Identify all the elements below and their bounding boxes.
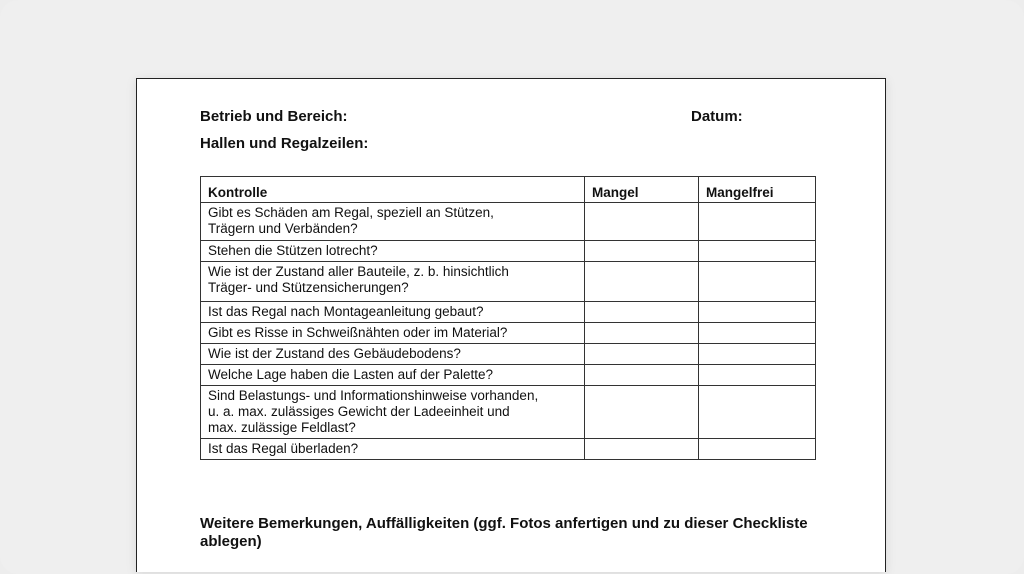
mangelfrei-cell[interactable]: [699, 344, 816, 365]
column-header-mangel: Mangel: [585, 177, 699, 203]
mangel-cell[interactable]: [585, 365, 699, 386]
table-header-row: [201, 177, 816, 203]
datum-label: Datum:: [691, 108, 743, 125]
remarks-label: Weitere Bemerkungen, Auffälligkeiten (ggf. Fotos anfertigen und zu dieser Checkliste ablegen): [200, 515, 808, 550]
mangel-cell[interactable]: [585, 203, 699, 241]
mangel-cell[interactable]: [585, 386, 699, 439]
table-row: [201, 302, 816, 323]
mangel-cell[interactable]: [585, 439, 699, 460]
checklist-document: [136, 78, 886, 572]
question-cell: Welche Lage haben die Lasten auf der Palette?: [201, 365, 585, 386]
question-cell: Sind Belastungs- und Informationshinweise vorhanden, u. a. max. zulässiges Gewicht der Ladeeinheit und max. zulässige Feldlast?: [201, 386, 585, 439]
question-cell: Ist das Regal überladen?: [201, 439, 585, 460]
mangel-cell[interactable]: [585, 302, 699, 323]
table-row: [201, 323, 816, 344]
mangel-cell[interactable]: [585, 241, 699, 262]
mangelfrei-cell[interactable]: [699, 365, 816, 386]
question-cell: Wie ist der Zustand des Gebäudebodens?: [201, 344, 585, 365]
mangelfrei-cell[interactable]: [699, 439, 816, 460]
table-row: [201, 386, 816, 439]
table-row: [201, 262, 816, 302]
table-row: [201, 439, 816, 460]
column-header-kontrolle: Kontrolle: [201, 177, 585, 203]
column-header-mangelfrei: Mangelfrei: [699, 177, 816, 203]
mangelfrei-cell[interactable]: [699, 386, 816, 439]
question-cell: Gibt es Risse in Schweißnähten oder im Material?: [201, 323, 585, 344]
mangelfrei-cell[interactable]: [699, 262, 816, 302]
mangel-cell[interactable]: [585, 262, 699, 302]
hallen-label: Hallen und Regalzeilen:: [200, 135, 369, 152]
question-cell: Gibt es Schäden am Regal, speziell an Stützen, Trägern und Verbänden?: [201, 203, 585, 241]
question-cell: Stehen die Stützen lotrecht?: [201, 241, 585, 262]
checklist-table: [200, 176, 816, 460]
mangelfrei-cell[interactable]: [699, 323, 816, 344]
mangel-cell[interactable]: [585, 344, 699, 365]
table-row: [201, 241, 816, 262]
betrieb-label: Betrieb und Bereich:: [200, 108, 348, 125]
mangelfrei-cell[interactable]: [699, 203, 816, 241]
question-cell: Ist das Regal nach Montageanleitung gebaut?: [201, 302, 585, 323]
question-cell: Wie ist der Zustand aller Bauteile, z. b. hinsichtlich Träger- und Stützensicherungen?: [201, 262, 585, 302]
table-row: [201, 344, 816, 365]
mangelfrei-cell[interactable]: [699, 241, 816, 262]
mangel-cell[interactable]: [585, 323, 699, 344]
table-row: [201, 365, 816, 386]
table-row: [201, 203, 816, 241]
mangelfrei-cell[interactable]: [699, 302, 816, 323]
